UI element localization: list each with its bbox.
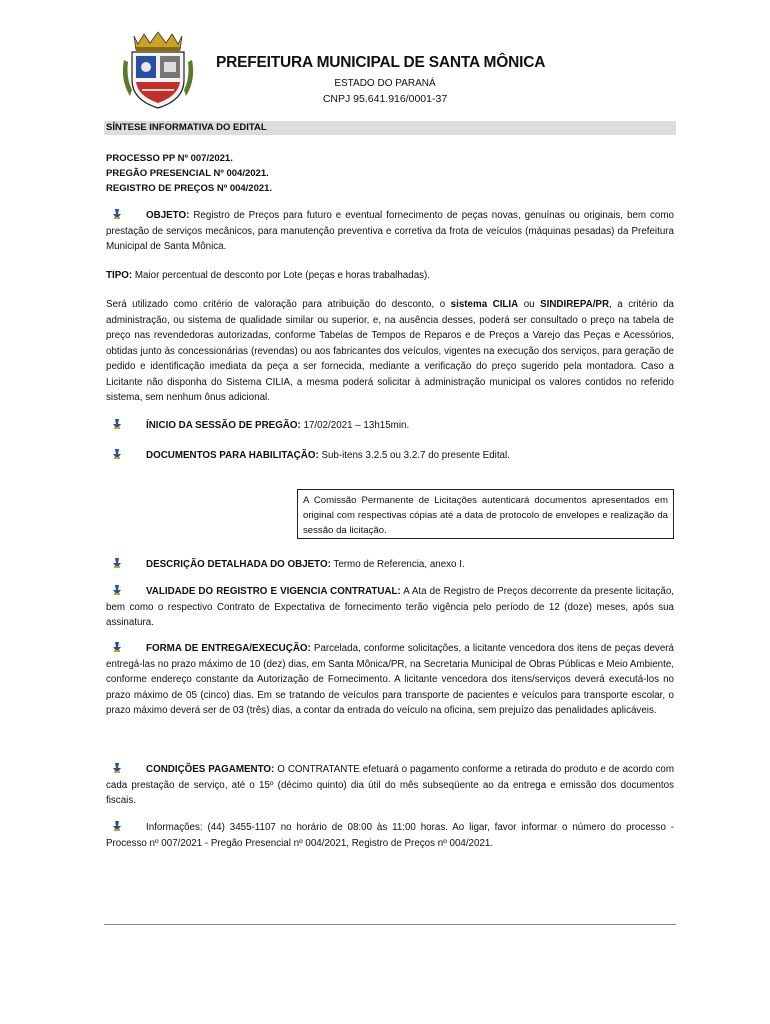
validade-paragraph [106, 584, 674, 631]
condicoes-paragraph [106, 762, 674, 809]
criterio-text-2: ou [518, 299, 541, 310]
validade-text: A Ata de Registro de Preços decorrente da presente licitação, bem como o respectivo Contrato de Expectativa de fornecimento terão vigência pelo período de 12 (doze) meses, após sua assinatura. [106, 586, 675, 628]
descricao-label: DESCRIÇÃO DETALHADA DO OBJETO: [146, 559, 331, 570]
condicoes-label: CONDIÇÕES PAGAMENTO: [146, 764, 275, 775]
forma-label: FORMA DE ENTREGA/EXECUÇÃO: [146, 643, 311, 654]
documentos-label: DOCUMENTOS PARA HABILITAÇÃO: [146, 450, 319, 461]
criterio-paragraph [106, 297, 674, 406]
forma-text: Parcelada, conforme solicitações, a licitante vencedora dos itens de peças deverá entregá-las no prazo máximo de 10 (dez) dias, em Santa Mônica/PR, na Secretaria Municipal de Obras Públicas e Meio Ambiente, conforme endereço constante da Autorização de Fornecimento. A licitante vencedora dos itens/serviços deverá executá-los no prazo máximo de 05 (cinco) dias. Em se tratando de veículos para transporte de pacientes e veículos para transporte escolar, o prazo máximo deverá ser de 03 (três) dias, a contar da entrada do veículo na oficina, sem prejuízo das penalidades aplicáveis. [106, 643, 674, 716]
bullet-icon [112, 762, 122, 774]
page-title: PREFEITURA MUNICIPAL DE SANTA MÔNICA [216, 54, 546, 71]
forma-paragraph [106, 641, 674, 719]
section-bar: SÍNTESE INFORMATIVA DO EDITAL [104, 121, 676, 135]
validade-label: VALIDADE DO REGISTRO E VIGENCIA CONTRATUAL: [146, 586, 401, 597]
registro-number: REGISTRO DE PREÇOS Nº 004/2021. [106, 183, 273, 194]
footer-divider [104, 924, 676, 925]
bullet-icon [112, 820, 122, 832]
criterio-sindirepa: SINDIREPA/PR [540, 299, 610, 310]
inicio-text: 17/02/2021 – 13h15min. [300, 420, 410, 431]
documentos-text: Sub-itens 3.2.5 ou 3.2.7 do presente Edital. [318, 450, 510, 461]
criterio-text-3: , a critério da administração, ou sistema de qualidade similar ou superior, e, na ausência desses, poderá ser consultado o preço na tabela de preço nas revendedoras autorizadas, conforme Tabelas de Tempos de Reparos e de Preços a Varejo das Peças e Acessórios, obtidas junto às concessionárias (revendas) ou aos fabricantes dos veículos, vigentes na execução dos serviços, para geração de pedido e identificação imediata da peça a ser fornecida, mediante a verificação do preço sugerido pela montadora. Caso a Licitante não disponha do Sistema CILIA, a mesma poderá solicitar à administração municipal os valores contidos no referido sistema, sem nenhum ônus adicional. [106, 299, 674, 403]
bullet-icon [112, 557, 122, 569]
inicio-line [106, 418, 409, 431]
tipo-label: TIPO: [106, 270, 133, 281]
descricao-text: Termo de Referencia, anexo I. [330, 559, 465, 570]
tipo-paragraph [106, 268, 674, 284]
tipo-text: Maior percentual de desconto por Lote (peças e horas trabalhadas). [132, 270, 431, 281]
objeto-paragraph [106, 208, 674, 255]
informacoes-paragraph [106, 820, 674, 851]
descricao-line [106, 557, 465, 570]
documentos-line [106, 448, 510, 461]
bullet-icon [112, 418, 122, 430]
objeto-text: Registro de Preços para futuro e eventual fornecimento de peças novas, genuínas ou originais, bem como prestação de serviços mecânicos, para manutenção preventiva e corretiva da frota de veículos (máquinas pesadas) da Prefeitura Municipal de Santa Mônica. [106, 210, 674, 252]
informacoes-text: Informações: (44) 3455-1107 no horário de 08:00 às 11:00 horas. Ao ligar, favor informar o número do processo - Processo nº 007/2021 - Pregão Presencial nº 004/2021, Registro de Preços nº 004/2021. [106, 822, 674, 849]
condicoes-text: O CONTRATANTE efetuará o pagamento conforme a retirada do produto e de acordo com cada prestação de serviço, até o 15º (décimo quinto) dia útil do mês subseqüente ao da entrega e emissão dos documentos fiscais. [106, 764, 674, 806]
bullet-icon [112, 448, 122, 460]
bullet-icon [112, 584, 122, 596]
bullet-icon [112, 208, 122, 220]
objeto-label: OBJETO: [146, 210, 190, 221]
process-number: PROCESSO PP Nº 007/2021. [106, 153, 233, 164]
cnpj-number: CNPJ 95.641.916/0001-37 [322, 93, 448, 105]
criterio-text-1: Será utilizado como critério de valoração para atribuição do desconto, o [106, 299, 451, 310]
authentication-note-box: A Comissão Permanente de Licitações autenticará documentos apresentados em original com respectivas cópias até a data de protocolo de envelopes e realização da sessão da licitação. [297, 489, 674, 539]
inicio-label: ÍNICIO DA SESSÃO DE PREGÃO: [146, 420, 301, 431]
pregao-number: PREGÃO PRESENCIAL Nº 004/2021. [106, 168, 269, 179]
criterio-cilia: sistema CILIA [450, 299, 519, 310]
bullet-icon [112, 641, 122, 653]
state-name: ESTADO DO PARANÁ [334, 78, 436, 89]
